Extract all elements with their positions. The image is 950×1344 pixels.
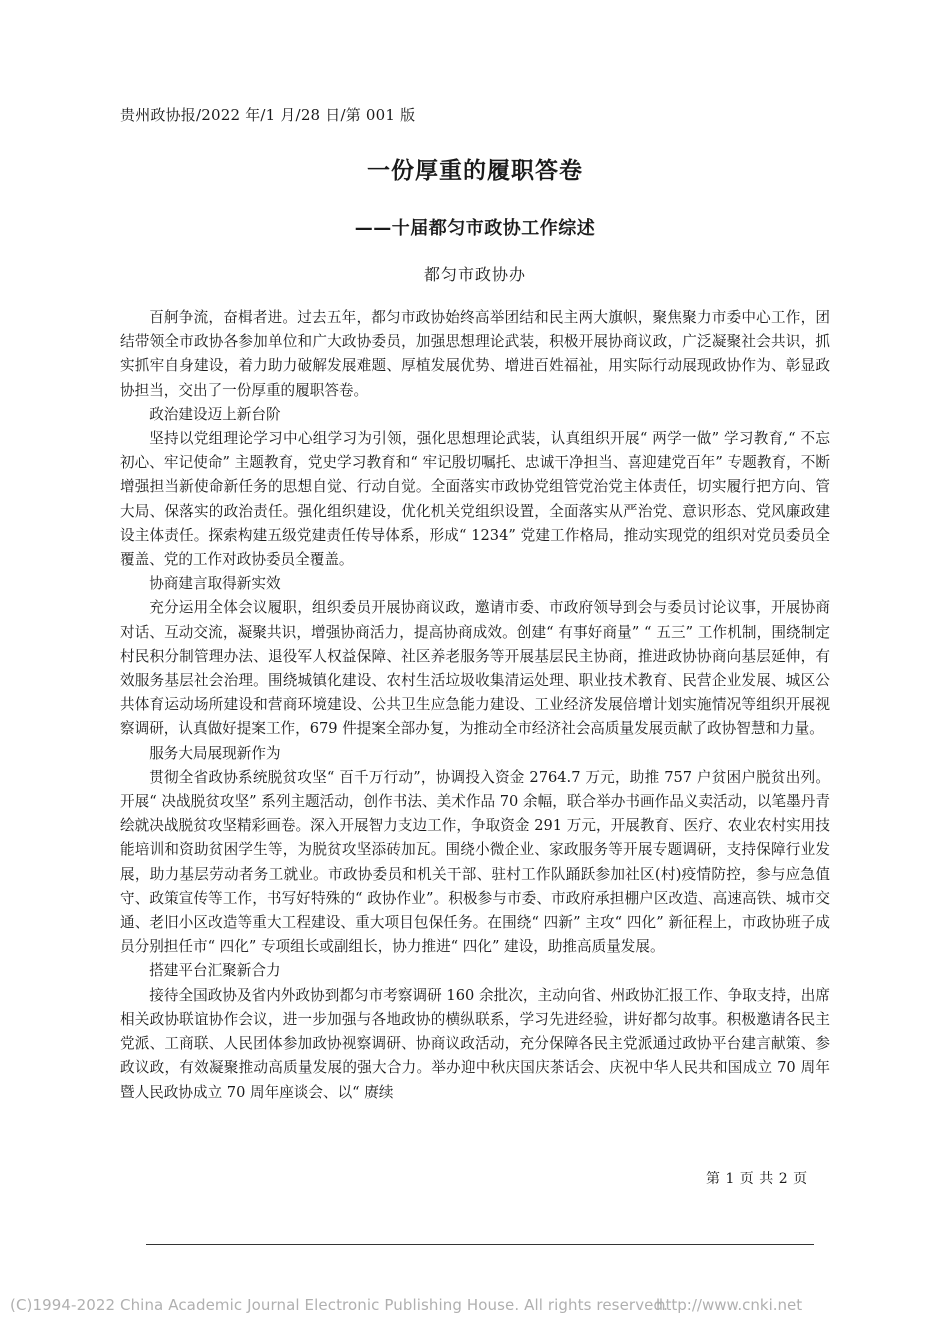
paragraph-politics: 坚持以党组理论学习中心组学习为引领，强化思想理论武装，认真组织开展“ 两学一做” 学习教育,“ 不忘初心、牢记使命” 主题教育，党史学习教育和“ 牢记殷切嘱托、忠诚干净担当、喜迎建党百年” 专题教育，不断增强担当新使命新任务的思想自觉、行动自觉。全面落实市政协党组管党治党主体责任，切实履行把方向、管大局、保落实的政治责任。强化组织建设，优化机关党组织设置，全面落实从严治党、意识形态、党风廉政建设主体责任。探索构建五级党建责任传导体系，形成“ 1234” 党建工作格局，推动实现党的组织对党员委员全覆盖、党的工作对政协委员全覆盖。 [120, 430, 830, 569]
section-heading-politics: 政治建设迈上新台阶 [149, 405, 281, 423]
paragraph-platform: 接待全国政协及省内外政协到都匀市考察调研 160 余批次，主动向省、州政协汇报工作、争取支持，出席相关政协联谊协作会议，进一步加强与各地政协的横纵联系，学习先进经验，讲好都匀故事。积极邀请各民主党派、工商联、人民团体参加政协视察调研、协商议政活动，充分保障各民主党派通过政协平台建言献策、参政议政，有效凝聚推动高质量发展的强大合力。举办迎中秋庆国庆茶话会、庆祝中华人民共和国成立 70 周年暨人民政协成立 70 周年座谈会、以“ 赓续 [120, 986, 830, 1101]
section-heading-consultation: 协商建言取得新实效 [149, 575, 281, 593]
section-heading-service: 服务大局展现新作为 [149, 744, 281, 762]
section-heading-platform: 搭建平台汇聚新合力 [149, 962, 281, 980]
paragraph-intro: 百舸争流，奋楫者进。过去五年，都匀市政协始终高举团结和民主两大旗帜，聚焦聚力市委中心工作，团结带领全市政协各参加单位和广大政协委员，加强思想理论武装，积极开展协商议政，广泛凝聚社会共识，抓实抓牢自身建设，着力助力破解发展难题、厚植发展优势、增进百姓福祉，用实际行动展现政协作为、彰显政协担当，交出了一份厚重的履职答卷。 [120, 309, 830, 399]
article-body [120, 306, 830, 1105]
copyright-watermark: (C)1994-2022 China Academic Journal Electronic Publishing House. All rights reserved. [10, 1296, 668, 1314]
paragraph-service: 贯彻全省政协系统脱贫攻坚“ 百千万行动”，协调投入资金 2764.7 万元，助推 757 户贫困户脱贫出列。开展“ 决战脱贫攻坚” 系列主题活动，创作书法、美术作品 70 余幅，联合举办书画作品义卖活动，以笔墨丹青绘就决战脱贫攻坚精彩画卷。深入开展智力支边工作，争取资金 291 万元，开展教育、医疗、农业农村实用技能培训和资助贫困学生等，为脱贫攻坚添砖加瓦。围绕小微企业、家政服务等开展专题调研，支持保障行业发展，助力基层劳动者务工就业。市政协委员和机关干部、驻村工作队踊跃参加社区(村)疫情防控，参与应急值守、政策宣传等工作，书写好特殊的“ 政协作业”。积极参与市委、市政府承担棚户区改造、高速高铁、城市交通、老旧小区改造等重大工程建设、重大项目包保任务。在围绕“ 四新” 主攻“ 四化” 新征程上，市政协班子成员分别担任市“ 四化” 专项组长或副组长，协力推进“ 四化” 建设，助推高质量发展。 [120, 768, 830, 956]
source-line: 贵州政协报/2022 年/1 月/28 日/第 001 版 [120, 106, 416, 124]
footer-divider [146, 1244, 814, 1245]
article-subtitle: ——十届都匀市政协工作综述 [354, 218, 596, 239]
site-watermark: http://www.cnki.net [656, 1296, 803, 1314]
article-title: 一份厚重的履职答卷 [367, 158, 583, 184]
paragraph-consultation: 充分运用全体会议履职，组织委员开展协商议政，邀请市委、市政府领导到会与委员讨论议事，开展协商对话、互动交流，凝聚共识，增强协商活力，提高协商成效。创建“ 有事好商量” “ 五三” 工作机制，围绕制定村民积分制管理办法、退役军人权益保障、社区养老服务等开展基层民主协商，推进政协协商向基层延伸，有效服务基层社会治理。围绕城镇化建设、农村生活垃圾收集清运处理、职业技术教育、民营企业发展、城区公共体育运动场所建设和营商环境建设、公共卫生应急能力建设、工业经济发展倍增计划实施情况等组织开展视察调研，认真做好提案工作，679 件提案全部办复，为推动全市经济社会高质量发展贡献了政协智慧和力量。 [120, 599, 830, 738]
article-author: 都匀市政协办 [423, 265, 526, 284]
page-number: 第 1 页 共 2 页 [706, 1171, 808, 1187]
